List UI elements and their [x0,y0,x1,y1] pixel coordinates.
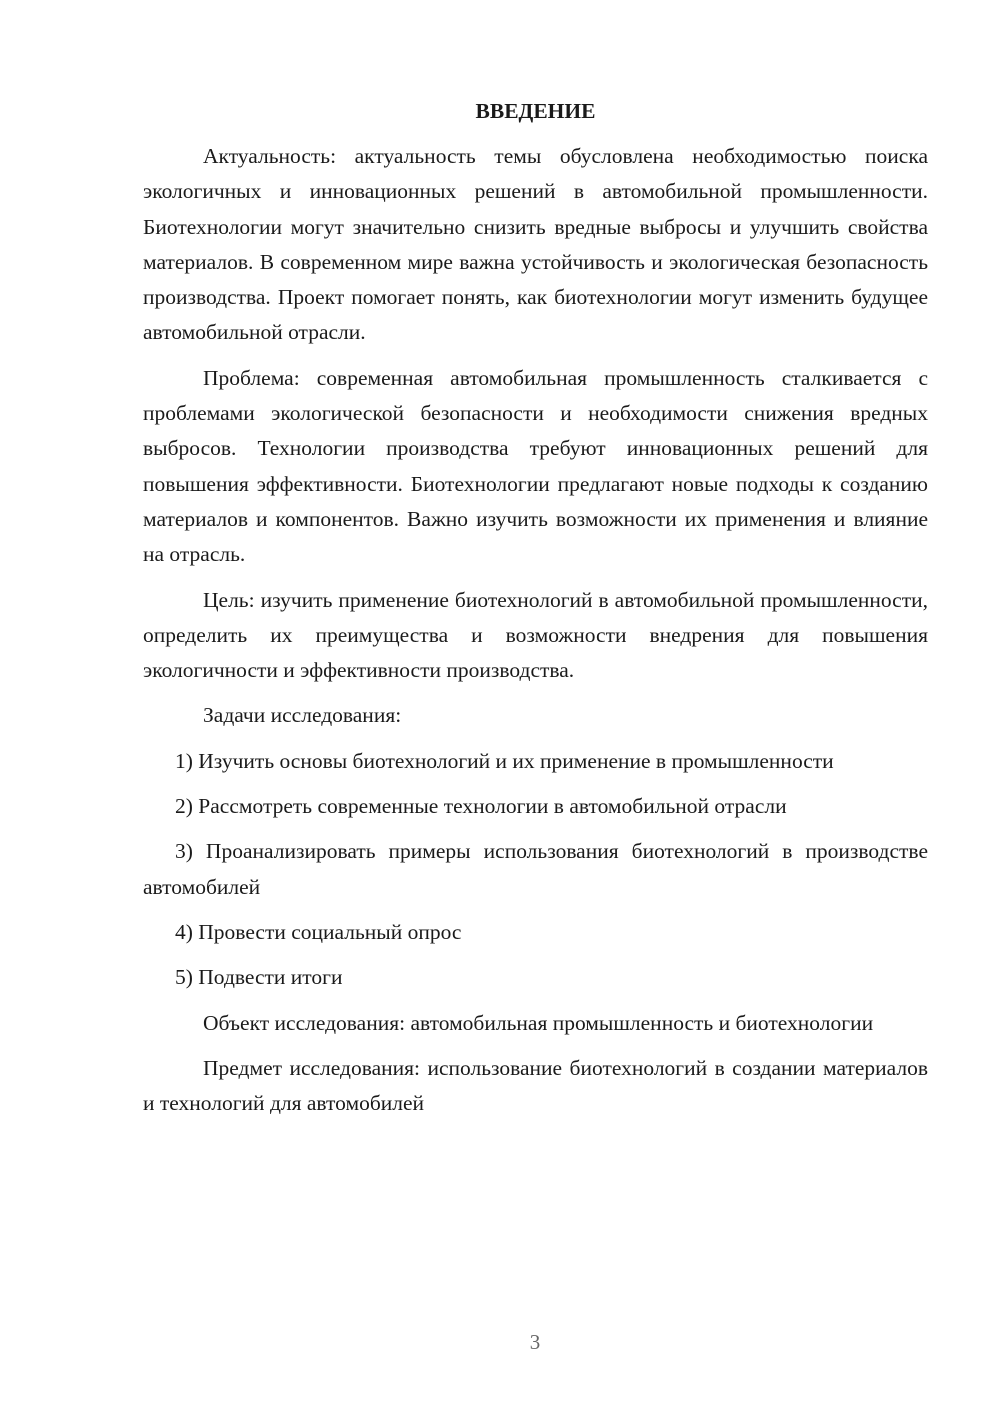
document-title: ВВЕДЕНИЕ [475,99,596,123]
document-page [143,94,928,1131]
paragraph-object: Объект исследования: автомобильная промышленность и биотехнологии [203,1010,874,1035]
task-item-5: 5) Подвести итоги [175,965,343,990]
page-number: 3 [529,1330,541,1354]
paragraph-subject: Предмет исследования: использование биотехнологий в создании материалов и технологий для автомобилей [143,1055,928,1116]
task-item-3: 3) Проанализировать примеры использования биотехнологий в производстве автомобилей [143,839,928,899]
paragraph-relevance: Актуальность: актуальность темы обусловлена необходимостью поиска экологичных и инновационных решений в автомобильной промышленности. Биотехнологии могут значительно снизить вредные выбросы и улучшить свойства материалов. В современном мире важна устойчивость и экологическая безопасность производства. Проект помогает понять, как биотехнологии могут изменить будущее автомобильной отрасли. [143,144,928,345]
paragraph-problem: Проблема: современная автомобильная промышленность сталкивается с проблемами экологической безопасности и необходимости снижения вредных выбросов. Технологии производства требуют инновационных решений для повышения эффективности. Биотехнологии предлагают новые подходы к созданию материалов и компонентов. Важно изучить возможности их применения и влияние на отрасль. [143,365,928,567]
paragraph-goal: Цель: изучить применение биотехнологий в автомобильной промышленности, определить их преимущества и возможности внедрения для повышения экологичности и эффективности производства. [143,587,928,683]
task-item-2: 2) Рассмотреть современные технологии в автомобильной отрасли [175,794,787,819]
task-item-4: 4) Провести социальный опрос [175,919,462,944]
task-item-1: 1) Изучить основы биотехнологий и их применение в промышленности [175,748,834,773]
tasks-heading: Задачи исследования: [203,703,402,728]
